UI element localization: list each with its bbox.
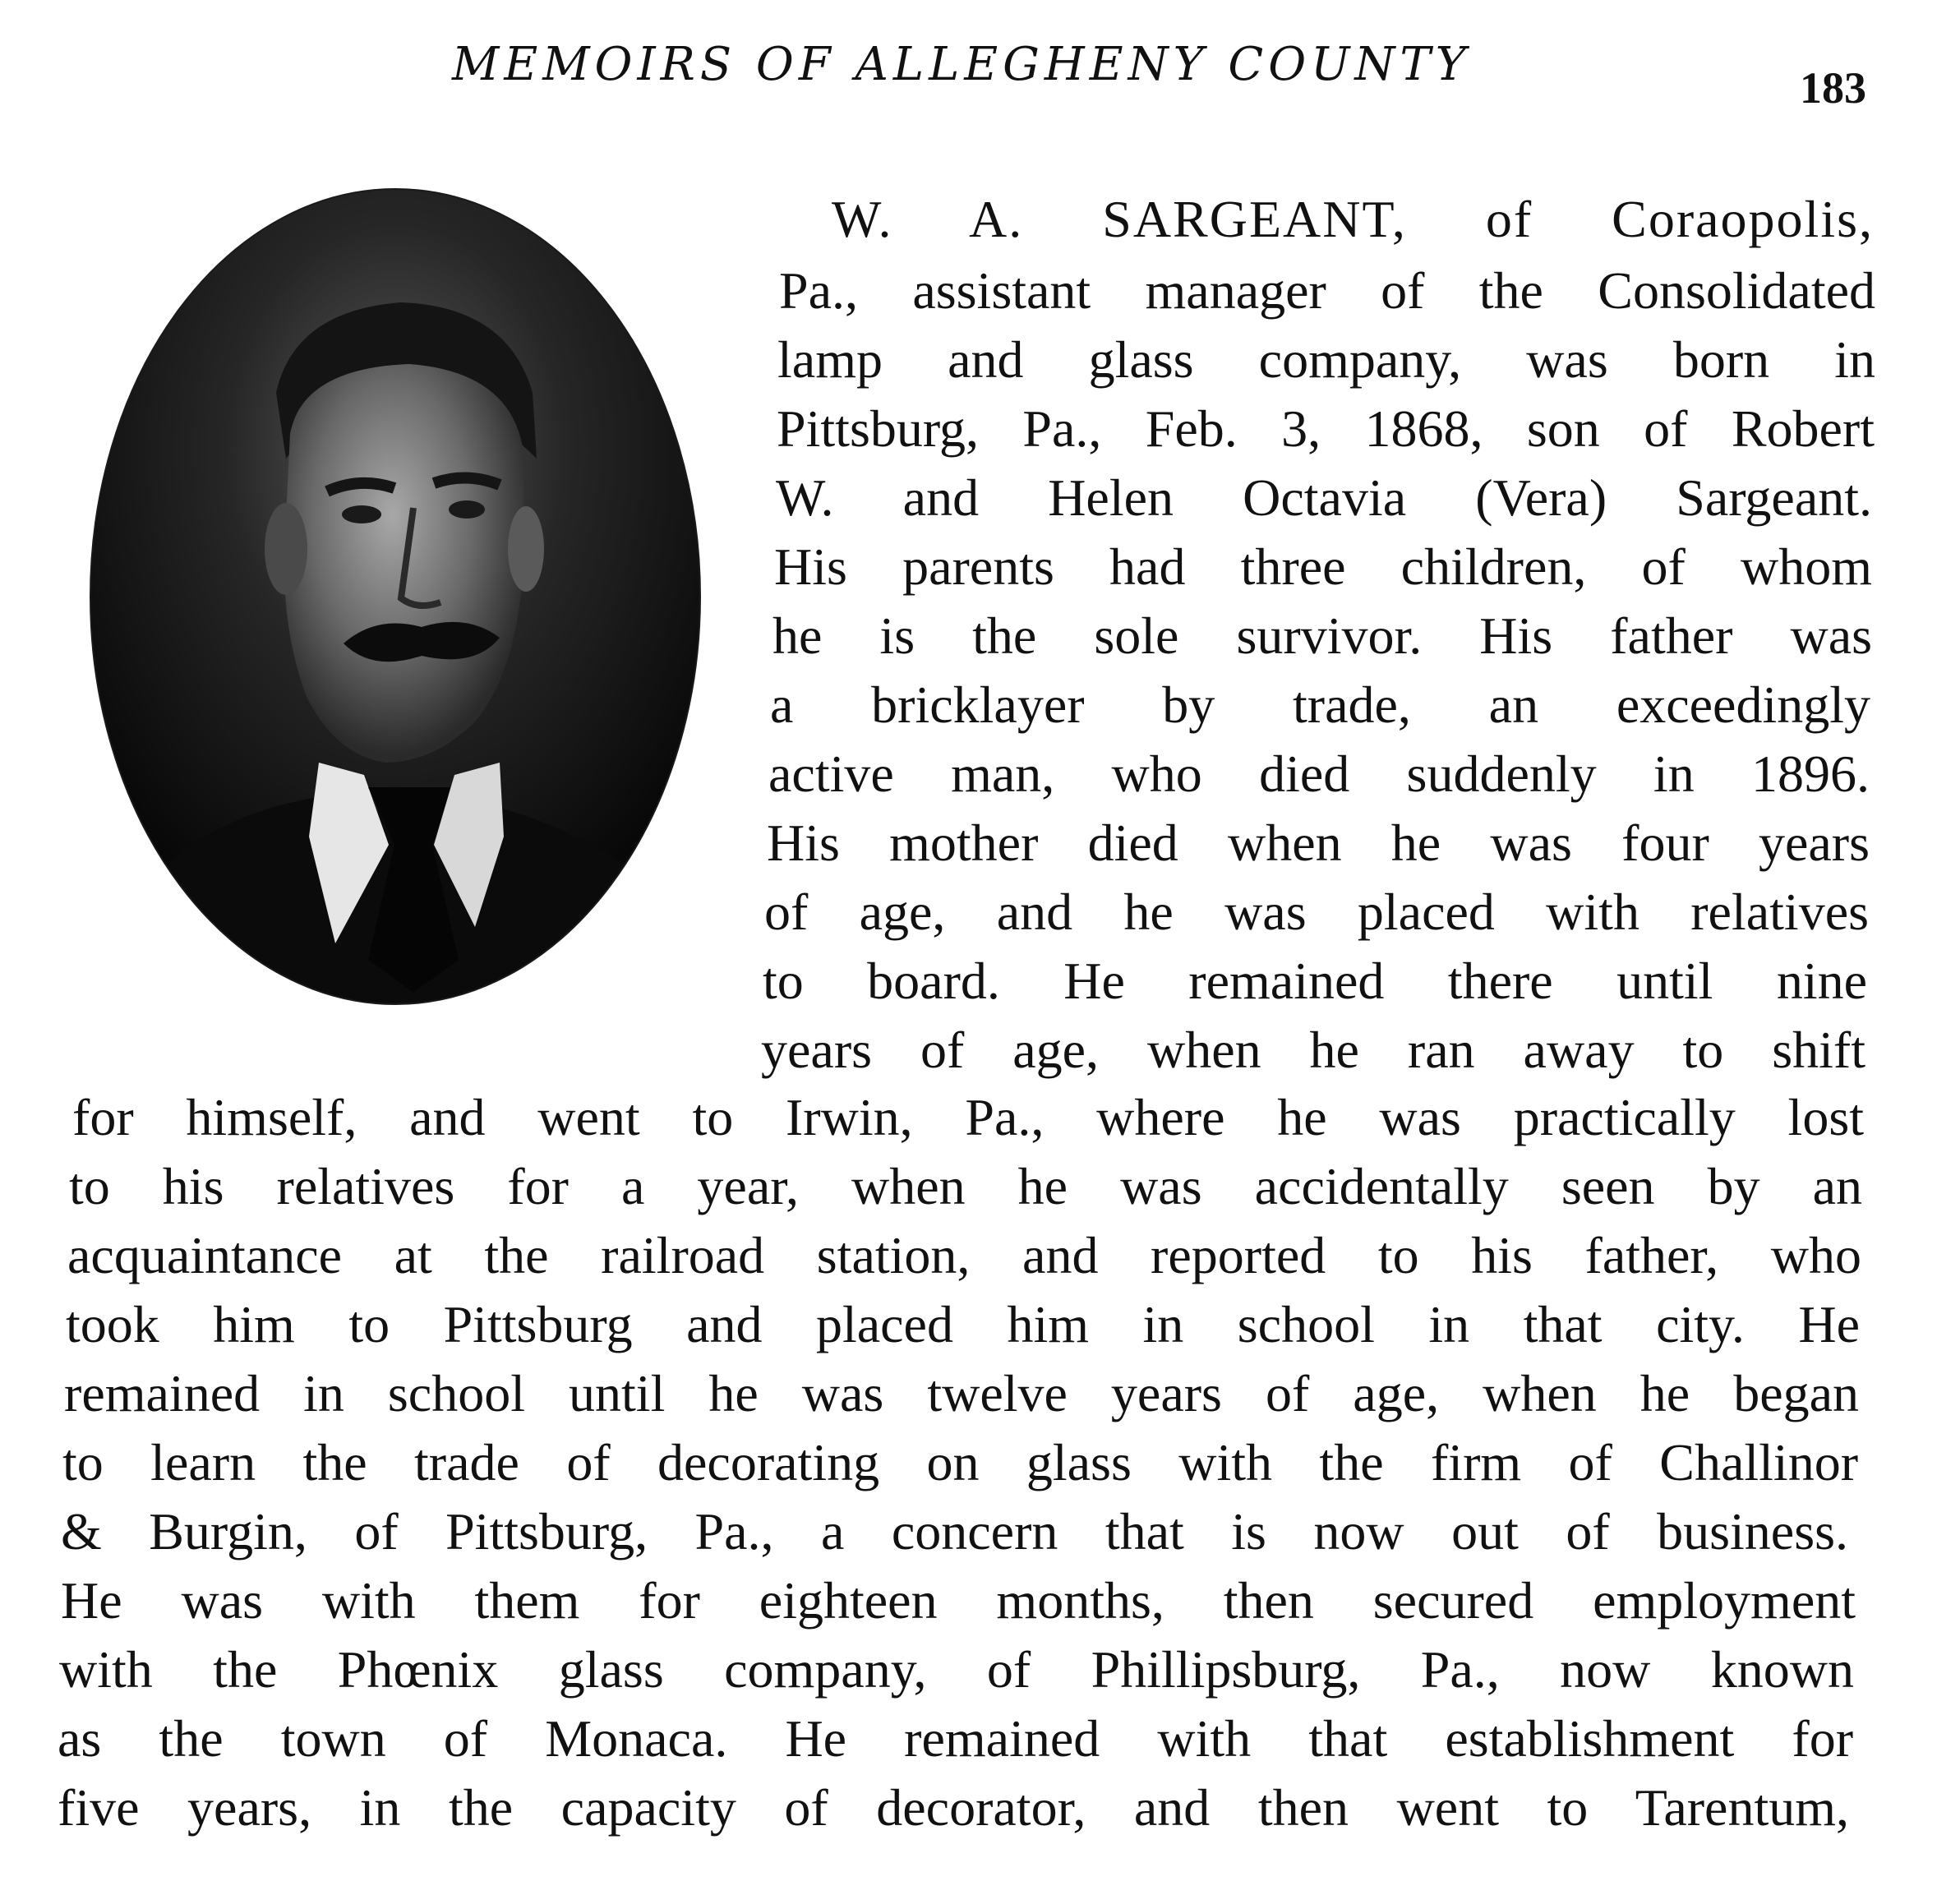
text-line: to learn the trade of decorating on glass with the firm of Challinor <box>62 1433 1858 1491</box>
text-line: & Burgin, of Pittsburg, Pa., a concern that is now out of business. <box>61 1502 1848 1561</box>
text-line: as the town of Monaca. He remained with that establishment for <box>58 1709 1853 1768</box>
page-number: 183 <box>1800 63 1866 113</box>
text-line: His parents had three children, of whom <box>774 537 1872 596</box>
text-line: Pa., assistant manager of the Consolidated <box>779 261 1875 320</box>
running-title: MEMOIRS OF ALLEGHENY COUNTY <box>452 38 1471 91</box>
text-line: remained in school until he was twelve years of age, when he began <box>64 1364 1859 1422</box>
text-line: with the Phœnix glass company, of Phillipsburg, Pa., now known <box>59 1640 1854 1699</box>
text-line: His mother died when he was four years <box>767 814 1870 872</box>
text-line: of age, and he was placed with relatives <box>764 883 1869 941</box>
text-line: he is the sole survivor. His father was <box>772 606 1872 665</box>
text-line: lamp and glass company, was born in <box>777 330 1875 389</box>
text-line: active man, who died suddenly in 1896. <box>768 745 1870 803</box>
text-line: W. and Helen Octavia (Vera) Sargeant. <box>776 468 1872 527</box>
text-line: to board. He remained there until nine <box>763 952 1867 1010</box>
text-line: five years, in the capacity of decorator, and then went to Tarentum, <box>58 1778 1849 1837</box>
text-line: years of age, when he ran away to shift <box>761 1021 1865 1079</box>
text-line: He was with them for eighteen months, then secured employment <box>61 1571 1856 1630</box>
text-line: acquaintance at the railroad station, and reported to his father, who <box>67 1226 1861 1284</box>
text-line: a bricklayer by trade, an exceedingly <box>770 675 1870 734</box>
text-line: took him to Pittsburg and placed him in school in that city. He <box>66 1295 1860 1353</box>
text-line: for himself, and went to Irwin, Pa., where he was practically lost <box>72 1088 1864 1146</box>
text-line: to his relatives for a year, when he was accidentally seen by an <box>69 1157 1862 1215</box>
text-line: W. A. SARGEANT, of Coraopolis, <box>832 190 1874 248</box>
text-line: Pittsburg, Pa., Feb. 3, 1868, son of Robert <box>777 399 1875 458</box>
